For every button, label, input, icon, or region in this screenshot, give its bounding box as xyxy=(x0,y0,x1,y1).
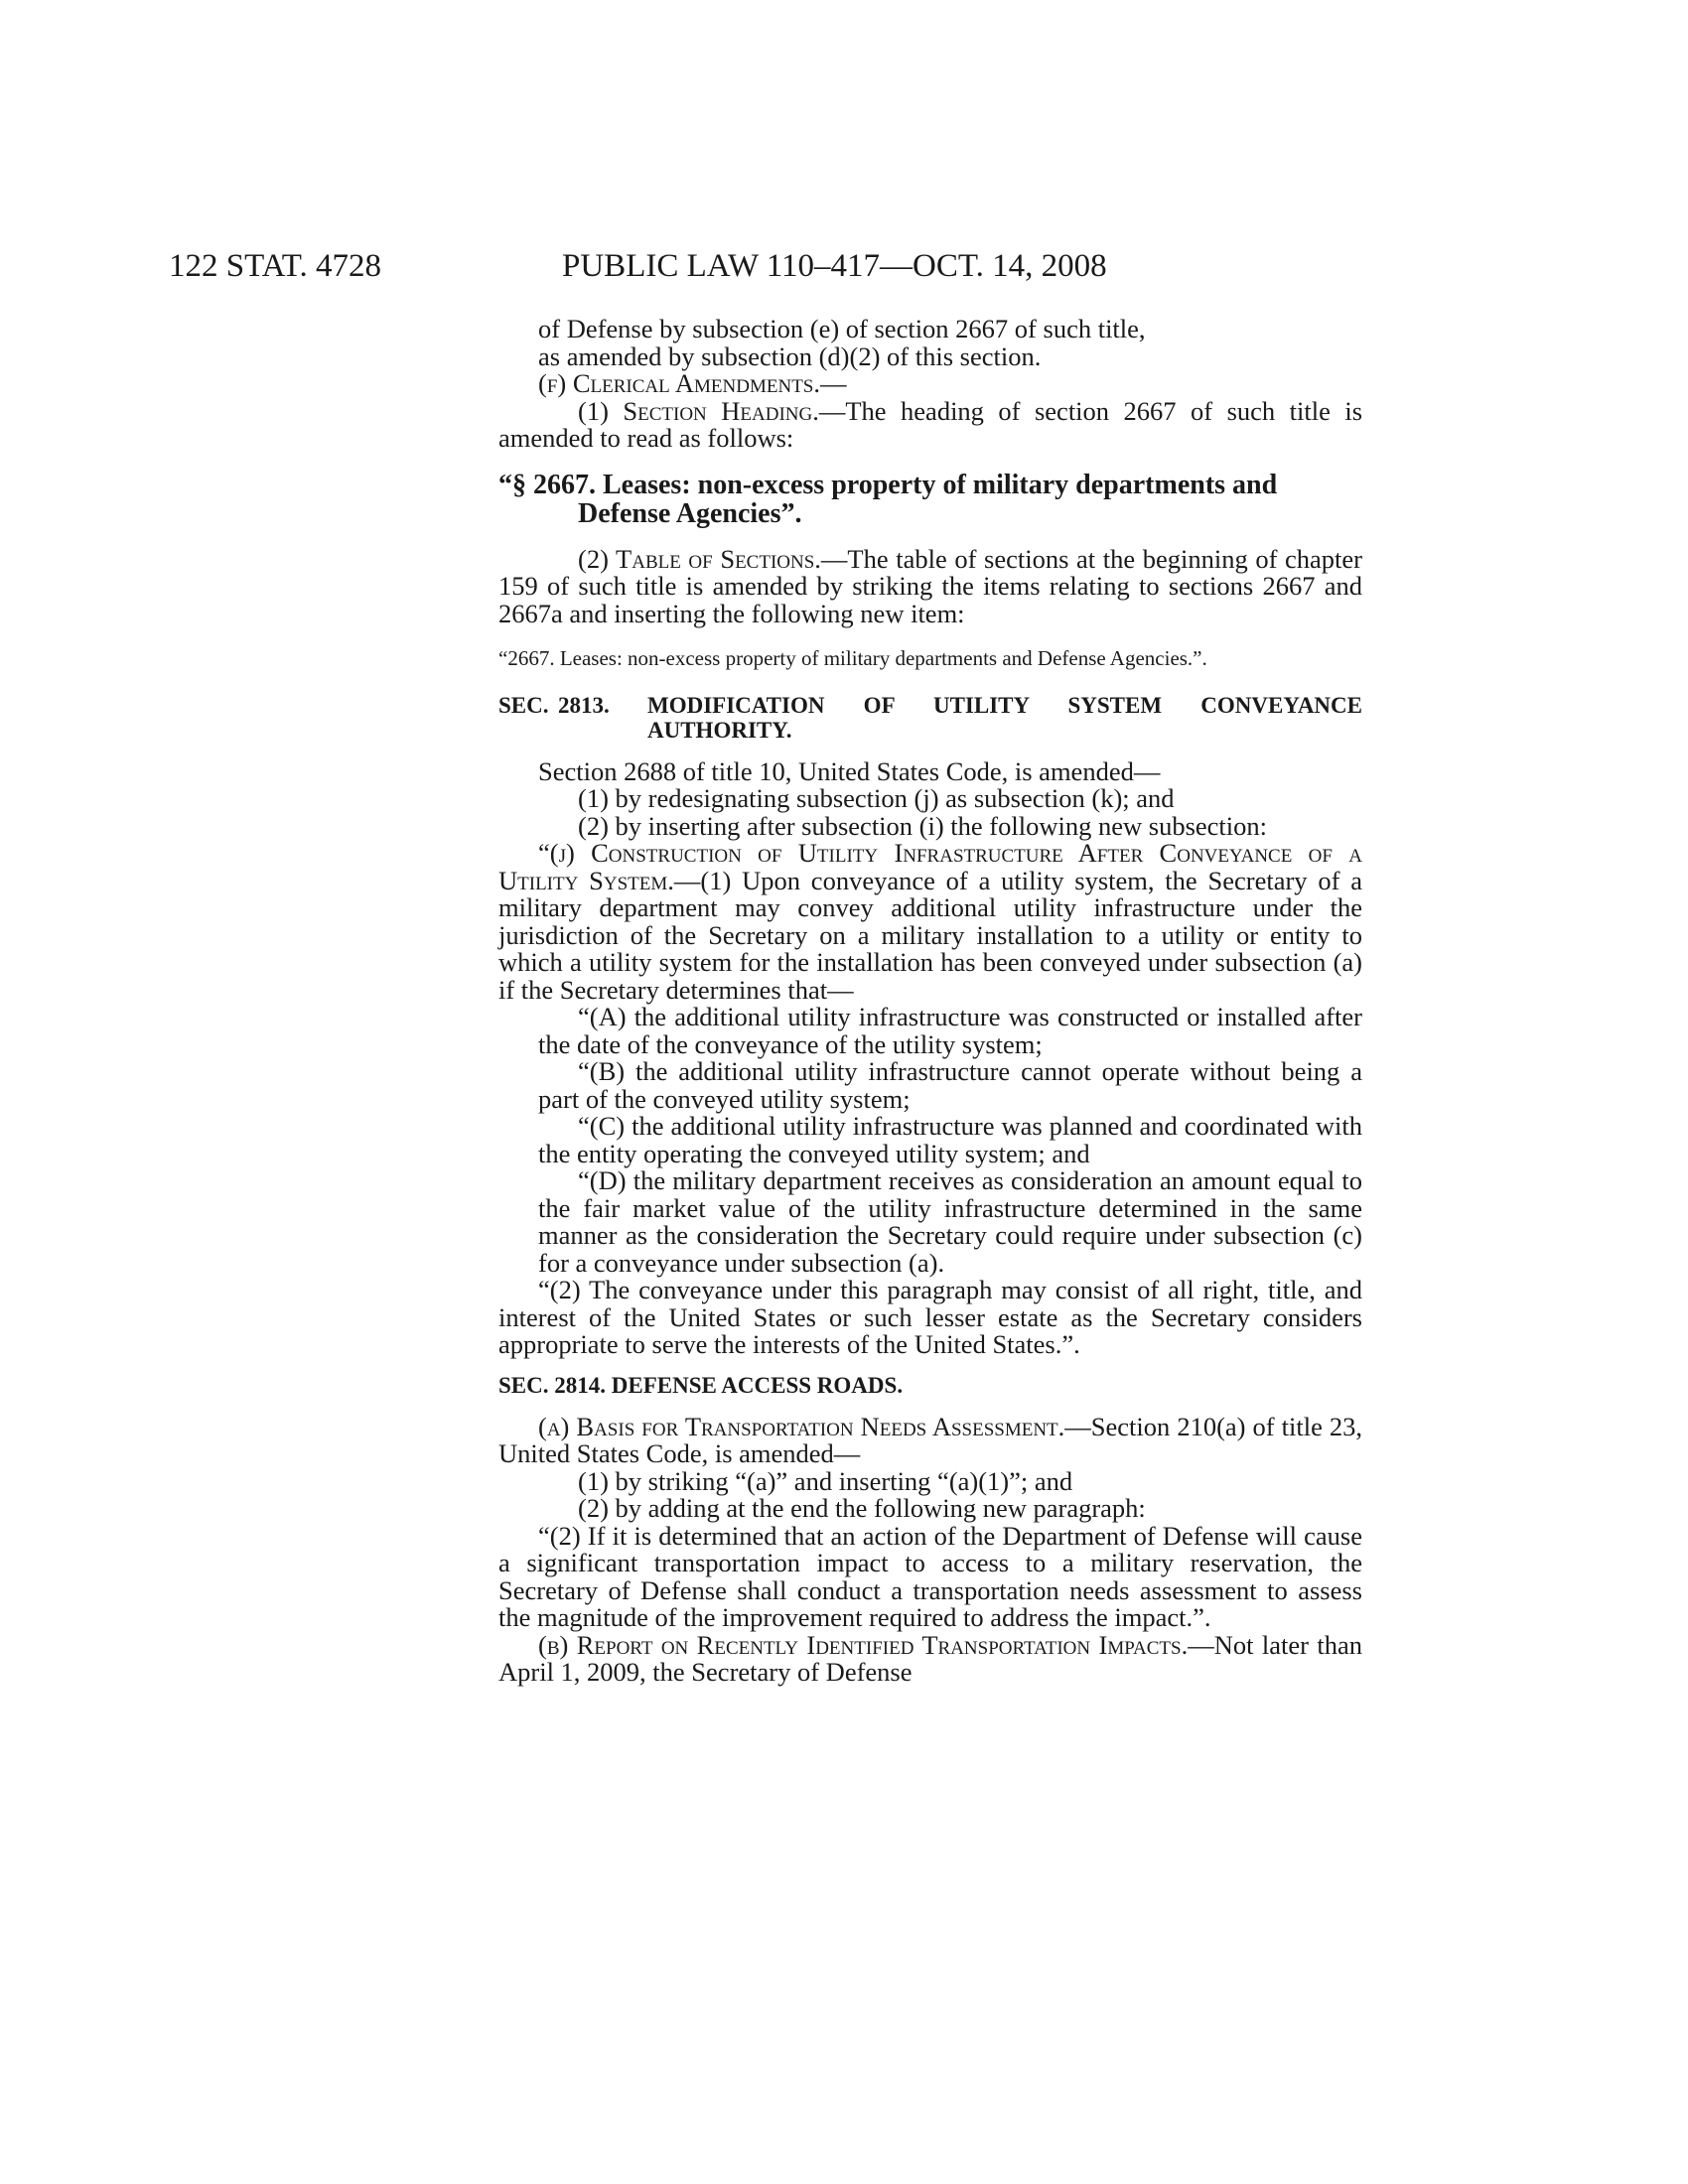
subparagraph-j-D: “(D) the military department receives as consideration an amount equal to the fair market value of the utility infrastructure determined in the same manner as the consideration the Secretary could require under subsection (c) for a conveyance under subsection (a). xyxy=(538,1165,1362,1278)
subparagraph-j-A: “(A) the additional utility infrastructure was constructed or installed after the date of the conveyance of the utility system; xyxy=(538,1002,1362,1059)
section-2813-heading: SEC. 2813. MODIFICATION OF UTILITY SYSTEM CONVEYANCE AUTHORITY. xyxy=(498,692,1362,743)
subsection-a-item-1: (1) by striking “(a)” and inserting “(a)(1)”; and xyxy=(578,1465,1073,1496)
section-2814-heading: SEC. 2814. DEFENSE ACCESS ROADS. xyxy=(498,1372,904,1398)
document-body xyxy=(498,316,1362,1687)
paragraph-continuation: of Defense by subsection (e) of section 2667 of such title, as amended by subsection (d)(2) of this section. xyxy=(538,314,1146,371)
section-2813-item-2: (2) by inserting after subsection (i) the following new subsection: xyxy=(578,810,1267,841)
subsection-j: “(j) Construction of Utility Infrastructure After Conveyance of a Utility System.—(1) Upon conveyance of a utility system, the Secretary of a military department may convey additional utility infrastructure under the jurisdiction of the Secretary on a military installation to a utility or entity to which a utility system for the installation has been conveyed under subsection (a) if the Secretary determines that— xyxy=(498,838,1362,1005)
paragraph-j-2: “(2) The conveyance under this paragraph may consist of all right, title, and interest of the United States or such lesser estate as the Secretary considers appropriate to serve the interests of the United States.”. xyxy=(498,1275,1362,1359)
paragraph-f1: (1) Section Heading.—The heading of section 2667 of such title is amended to read as follows: xyxy=(498,395,1363,453)
table-of-sections-item: “2667. Leases: non-excess property of military departments and Defense Agencies.”. xyxy=(498,646,1207,670)
statute-page-number: 122 STAT. 4728 xyxy=(169,248,382,284)
section-2813-item-1: (1) by redesignating subsection (j) as subsection (k); and xyxy=(578,783,1175,813)
subparagraph-j-C: “(C) the additional utility infrastructure was planned and coordinated with the entity operating the conveyed utility system; and xyxy=(538,1111,1362,1168)
subsection-a-quoted-paragraph: “(2) If it is determined that an action of the Department of Defense will cause a significant transportation impact to access to a military reservation, the Secretary of Defense shall conduct a transportation needs assessment to assess the magnitude of the improvement required to address the impact.”. xyxy=(498,1520,1362,1632)
paragraph-f2: (2) Table of Sections.—The table of sections at the beginning of chapter 159 of such title is amended by striking the items relating to sections 2667 and 2667a and inserting the following new item: xyxy=(498,543,1362,628)
subparagraph-j-B: “(B) the additional utility infrastructure cannot operate without being a part of the conveyed utility system; xyxy=(538,1056,1362,1114)
subsection-a-item-2: (2) by adding at the end the following new paragraph: xyxy=(578,1493,1146,1523)
subsection-a: (a) Basis for Transportation Needs Assessment.—Section 210(a) of title 23, United States Code, is amended— xyxy=(498,1411,1362,1468)
running-header: PUBLIC LAW 110–417—OCT. 14, 2008 xyxy=(562,248,1107,284)
subsection-f-label: (f) Clerical Amendments.— xyxy=(538,368,847,398)
subsection-b: (b) Report on Recently Identified Transportation Impacts.—Not later than April 1, 2009, the Secretary of Defense xyxy=(498,1629,1362,1687)
section-2813-intro: Section 2688 of title 10, United States Code, is amended— xyxy=(538,755,1161,786)
section-2667-heading: “§ 2667. Leases: non-excess property of military departments and Defense Agencies”. xyxy=(498,469,1278,529)
